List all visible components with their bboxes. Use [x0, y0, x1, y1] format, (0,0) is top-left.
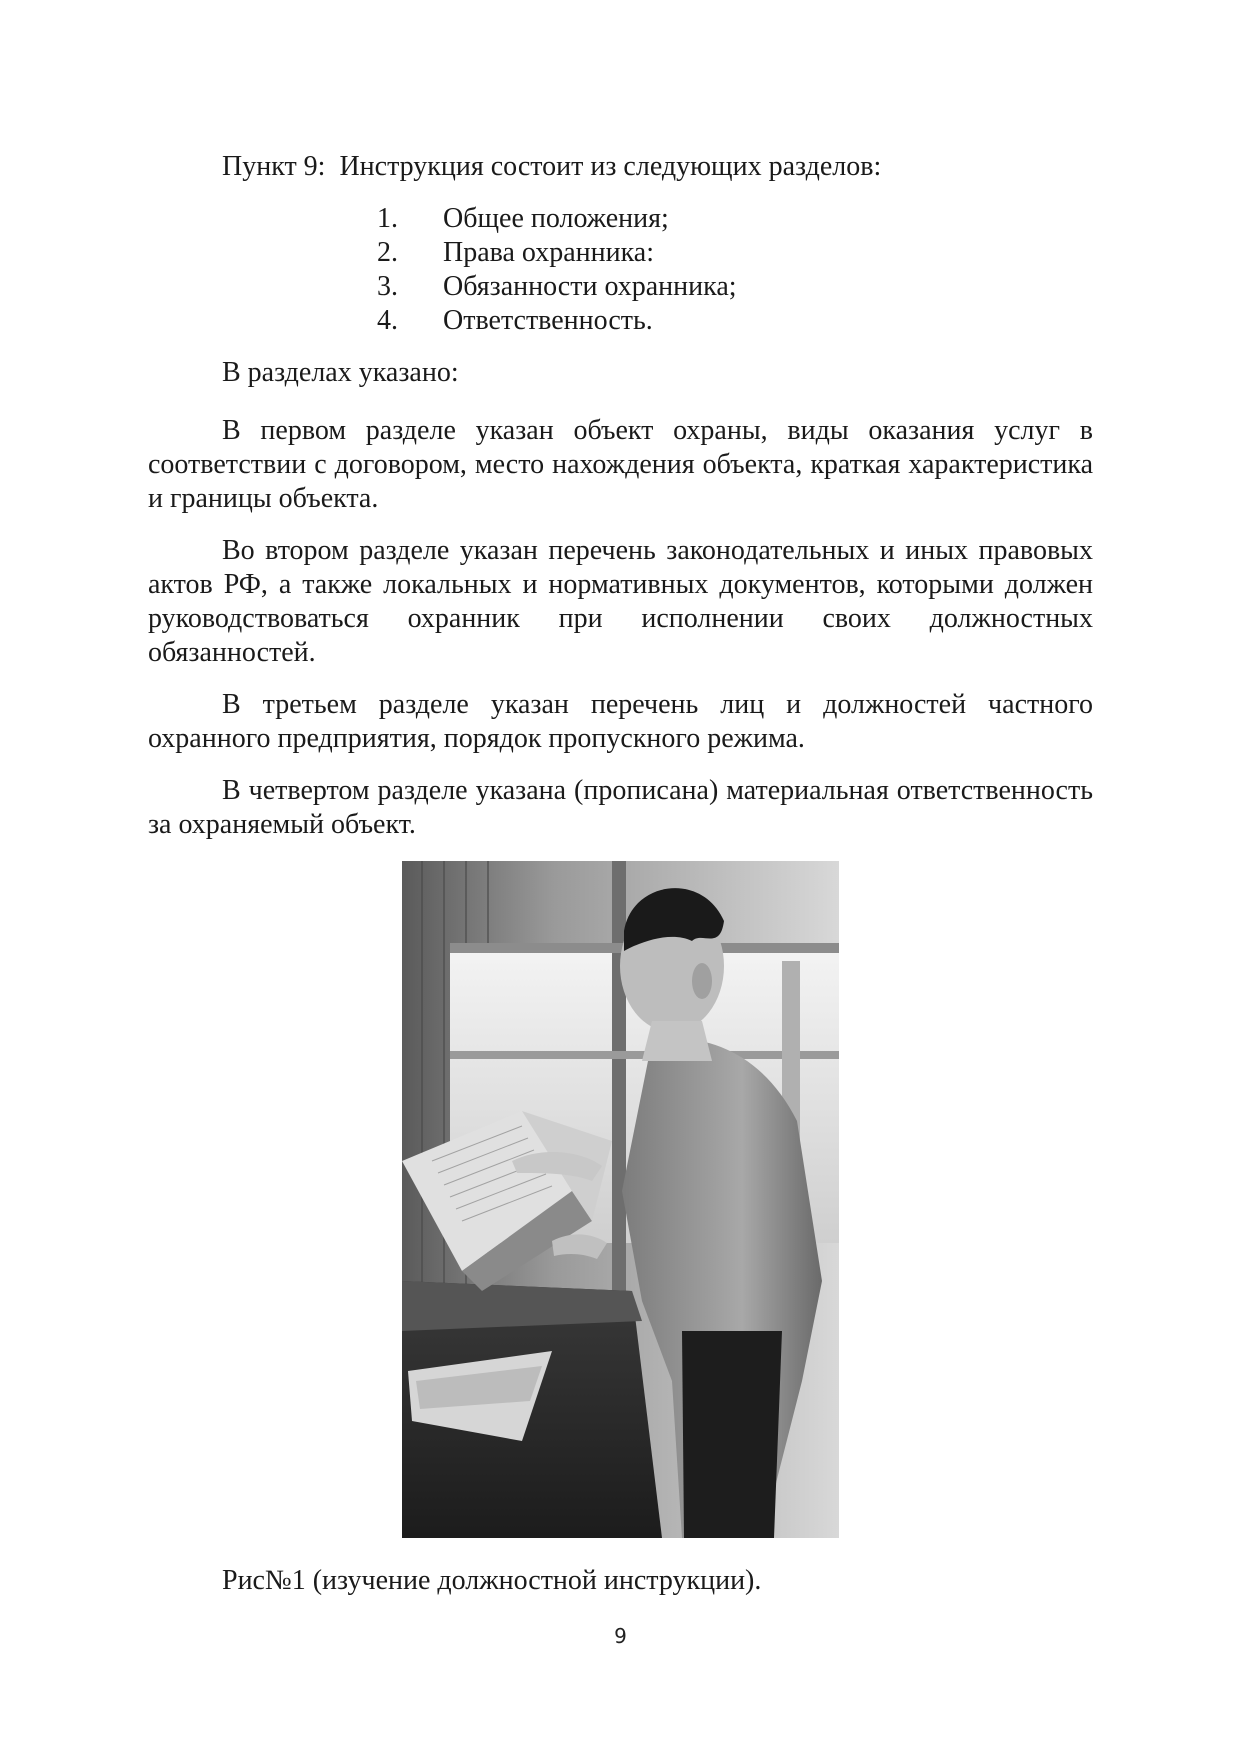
figure-photo	[402, 861, 839, 1538]
sections-label: В разделах указано:	[222, 357, 459, 388]
list-item-text: Ответственность.	[443, 305, 653, 336]
page-number: 9	[614, 1624, 627, 1648]
figure-caption: Рис№1 (изучение должностной инструкции).	[222, 1565, 762, 1596]
list-item-number: 4.	[377, 305, 398, 336]
paragraph-section-1: В первом разделе указан объект охраны, виды оказания услуг в соответствии с договором, место нахождения объекта, краткая характеристика и границы объекта.	[148, 415, 1093, 514]
intro-line: Пункт 9: Инструкция состоит из следующих разделов:	[222, 151, 882, 182]
list-item-number: 3.	[377, 271, 398, 302]
list-item-number: 2.	[377, 237, 398, 268]
paragraph-section-4: В четвертом разделе указана (прописана) материальная ответственность за охраняемый объект.	[148, 775, 1093, 840]
list-item-text: Общее положения;	[443, 203, 669, 234]
list-item-number: 1.	[377, 203, 398, 234]
paragraph-section-3: В третьем разделе указан перечень лиц и должностей частного охранного предприятия, порядок пропускного режима.	[148, 689, 1093, 754]
list-item-text: Права охранника:	[443, 237, 654, 268]
paragraph-section-2: Во втором разделе указан перечень законодательных и иных правовых актов РФ, а также локальных и нормативных документов, которыми должен руководствоваться охранник при исполнении своих должностных обязанностей.	[148, 535, 1093, 668]
list-item-text: Обязанности охранника;	[443, 271, 737, 302]
